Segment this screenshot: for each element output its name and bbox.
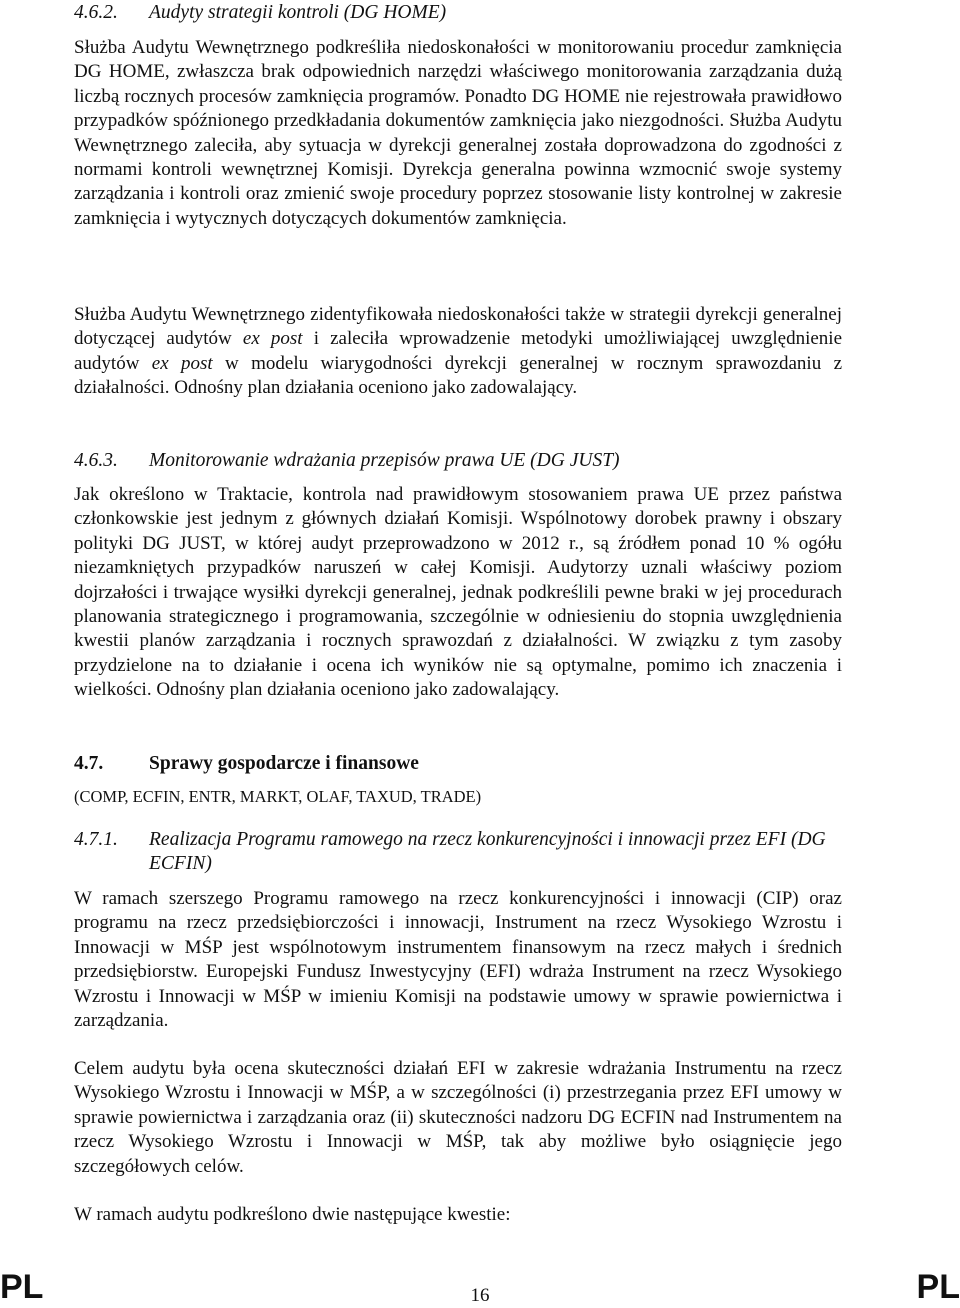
italic-term: ex post: [242, 328, 303, 350]
text-run: i zaleciła wprowadzenie metodyki umożliwiającej uwzględnienie audytów: [74, 328, 842, 374]
paragraph-4-7-1-a: W ramach szerszego Programu ramowego na rzecz konkurencyjności i innowacji (CIP) oraz programu na rzecz przedsiębiorczości i innowacji, Instrument na rzecz Wysokiego Wzrostu i Innowacji w MŚP jest wspólnotowym instrumentem finansowym na rzecz małych i średnich przedsiębiorstw. Europejski Fundusz Inwestycyjny (EFI) wdraża Instrument na rzecz Wysokiego Wzrostu i Innowacji w MŚP w imieniu Komisji na podstawie umowy w sprawie powiernictwa i zarządzania.: [74, 888, 842, 1032]
text-run: w modelu wiarygodności dyrekcji generalnej w rocznym sprawozdaniu z działalności. Odnośny plan działania oceniono jako zadowalający.: [74, 352, 843, 399]
paragraph-4-7-1-c: W ramach audytu podkreślono dwie następujące kwestie:: [74, 1204, 511, 1225]
section-heading-4-7-1: [74, 828, 842, 878]
text-run: Służba Audytu Wewnętrznego zidentyfikowała niedoskonałości także w strategii dyrekcji generalnej dotyczącej audytów: [74, 304, 842, 350]
section-title: Audyty strategii kontroli (DG HOME): [149, 2, 447, 23]
footer-language-left: PL: [0, 1268, 44, 1306]
section-title: Sprawy gospodarcze i finansowe: [149, 753, 419, 774]
directorates-list: (COMP, ECFIN, ENTR, MARKT, OLAF, TAXUD, TRADE): [74, 787, 482, 806]
footer-language-right: PL: [916, 1268, 960, 1306]
section-number: 4.7.: [74, 753, 104, 774]
paragraph-4-7-1-b: Celem audytu była ocena skuteczności działań EFI w zakresie wdrażania Instrumentu na rzecz Wysokiego Wzrostu i Innowacji w MŚP, a w szczególności (i) przestrzegania przez EFI umowy w sprawie powiernictwa i zarządzania oraz (ii) skuteczności nadzoru DG ECFIN nad Instrumentem na rzecz Wysokiego Wzrostu i Innowacji w MŚP, tak aby możliwe było osiągnięcie jego szczegółowych celów.: [74, 1058, 842, 1177]
italic-term: ex post: [151, 352, 213, 374]
section-title: Realizacja Programu ramowego na rzecz konkurencyjności i innowacji przez EFI (DG ECFIN): [149, 829, 826, 874]
paragraph-4-6-2-a: Służba Audytu Wewnętrznego podkreśliła niedoskonałości w monitorowaniu procedur zamknięcia DG HOME, zwłaszcza brak odpowiednich narzędzi właściwego monitorowania zarządzania dużą liczbą rocznych procesów zamknięcia programów. Ponadto DG HOME nie rejestrowała prawidłowo przypadków spóźnionego przedkładania dokumentów zamknięcia jako niezgodności. Służba Audytu Wewnętrznego zaleciła, aby sytuacja w dyrekcji generalnej została doprowadzona do zgodności z normami kontroli wewnętrznej Komisji. Dyrekcja generalna powinna wzmocnić swoje systemy zarządzania i kontroli oraz zmienić swoje procedury poprzez stosowanie listy kontrolnej w zakresie zamknięcia i wytycznych dotyczących dokumentów zamknięcia.: [74, 37, 842, 229]
section-number: 4.6.2.: [74, 2, 118, 23]
section-title: Monitorowanie wdrażania przepisów prawa UE (DG JUST): [149, 450, 620, 471]
section-number: 4.7.1.: [74, 829, 118, 850]
page-number: 16: [470, 1285, 490, 1306]
paragraph-4-6-2-b: [74, 303, 842, 401]
section-number: 4.6.3.: [74, 450, 118, 471]
paragraph-4-6-3: Jak określono w Traktacie, kontrola nad prawidłowym stosowaniem prawa UE przez państwa członkowskie jest jednym z głównych działań Komisji. Wspólnotowy dorobek prawny i obszary polityki DG JUST, w której audyt przeprowadzono w 2012 r., są źródłem ponad 10 % ogółu niezamkniętych przypadków naruszeń w całej Komisji. Audytorzy uznali właściwy poziom dojrzałości i trwające wysiłki dyrekcji generalnej, jednak podkreślili pewne braki w jej procedurach planowania strategicznego i programowania, szczególnie w odniesieniu do stopnia uwzględnienia kwestii planów zarządzania i rocznych sprawozdań z działalności. W związku z tym zasoby przydzielone na to działanie i ocena ich wyników nie są optymalne, pomimo ich znaczenia i wielkości. Odnośny plan działania oceniono jako zadowalający.: [74, 484, 842, 701]
